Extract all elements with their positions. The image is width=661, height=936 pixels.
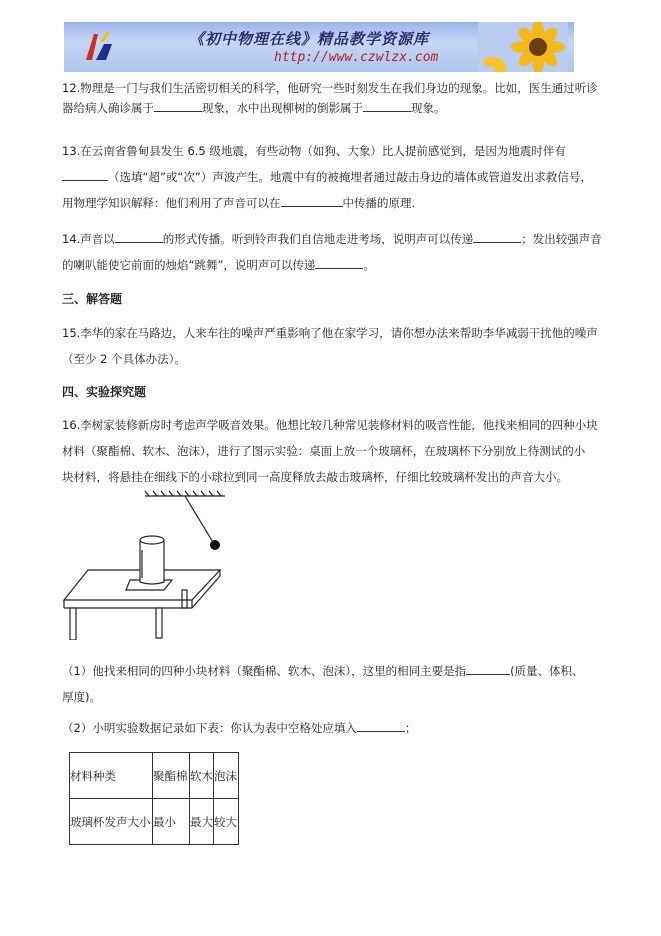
q15-line1: 15.李华的家在马路边，人来车往的噪声严重影响了他在家学习，请你想办法来帮助李华减弱干扰他的噪声 [62,326,598,340]
answer-blank[interactable] [62,168,108,181]
q16-sub1-line2: 厚度)。 [62,690,101,704]
answer-blank[interactable] [315,256,363,269]
q16-sub2 [62,718,607,738]
q12-line1: 12.物理是一门与我们生活密切相关的科学，他研究一些时刻发生在我们身边的现象。比如，医生通过听诊 [62,81,598,95]
q13-text: 中传播的原理. [342,196,416,210]
banner-url: http://www.czwlzx.com [274,50,439,65]
q16-line2: 材料（聚酯棉、软木、泡沫），进行了图示实验：桌面上放一个玻璃杯，在玻璃杯下分别放上待测试的小 [62,444,586,458]
section-heading-4: 四、实验探究题 [62,385,147,399]
table-cell: 材料种类 [70,753,153,799]
q12-line2 [62,98,607,118]
q14-text: 。 [363,258,375,272]
header-banner [64,22,574,72]
answer-blank[interactable] [115,230,163,243]
table-cell: 软木 [190,753,214,799]
answer-blank[interactable] [363,99,411,112]
q14-text: 14.声音以 [62,232,115,246]
q13-line2 [62,164,607,190]
table-row [70,799,239,845]
pendulum-ball [210,540,220,550]
q16-text: ； [404,721,417,735]
q13-text: （选填“超”或“次”）声波产生。地震中有的被掩埋者通过敲击身边的墙体或管道发出求救信号， [108,170,592,184]
answer-blank[interactable] [473,230,521,243]
site-logo-icon [82,30,116,64]
table-cell: 较大 [214,799,239,845]
ceiling-support [145,491,225,496]
q13-line1: 13.在云南省鲁甸县发生 6.5 级地震，有些动物（如狗、大象）比人提前感觉到，是因为地震时伴有 [62,144,566,158]
q16-text: (质量、体积、 [510,664,584,678]
section-heading-3: 三、解答题 [62,292,123,306]
q16-sub1-line1 [62,658,607,684]
banner-title: 《初中物理在线》精品教学资源库 [189,30,430,48]
question-14 [62,226,607,278]
answer-blank[interactable] [357,719,405,732]
q12-text: 现象，水中出现柳树的倒影属于 [202,101,363,115]
q14-line1 [62,226,607,252]
q12-text: 器给病人确诊属于 [62,101,154,115]
q16-text: （1）他找来相同的四种小块材料（聚酯棉、软木、泡沫），这里的相同主要是指 [62,664,467,678]
answer-blank[interactable] [466,662,510,675]
question-15 [62,320,607,372]
q13-line3 [62,190,607,216]
table-cell: 玻璃杯发声大小 [70,799,153,845]
q16-text: （2）小明实验数据记录如下表：你认为表中空格处应填入 [62,721,357,735]
question-12 [62,78,607,118]
data-table [69,752,239,845]
q16-line3: 块材料，将悬挂在细线下的小球拉到同一高度释放去敲击玻璃杯，仔细比较玻璃杯发出的声音大小。 [62,470,568,484]
q16-line1: 16.李树家装修新房时考虑声学吸音效果。他想比较几种常见装修材料的吸音性能，他找来相同的四种小块 [62,418,598,432]
question-16 [62,412,607,490]
table-cell: 泡沫 [214,753,239,799]
q14-text: 的喇叭能使它前面的烛焰“跳舞”，说明声可以传递 [62,258,316,272]
table-cell: 聚酯棉 [153,753,190,799]
answer-blank[interactable] [154,99,202,112]
q14-text: ；发出较强声音 [521,232,602,246]
table-cell: 最大 [190,799,214,845]
answer-blank[interactable] [281,194,343,207]
q12-text: 现象。 [411,101,446,115]
experiment-diagram [60,490,230,640]
question-13 [62,138,607,216]
table-cell: 最小 [153,799,190,845]
sunflower-icon [478,22,568,72]
q15-line2: （至少 2 个具体办法）。 [62,352,186,366]
pendulum-string [185,496,214,544]
q16-sub1 [62,658,607,710]
q14-text: 的形式传播。听到铃声我们自信地走进考场，说明声可以传递 [162,232,474,246]
table-row [70,753,239,799]
q14-line2 [62,252,607,278]
q13-text: 用物理学知识解释：他们利用了声音可以在 [62,196,281,210]
glass-cup [126,536,172,590]
